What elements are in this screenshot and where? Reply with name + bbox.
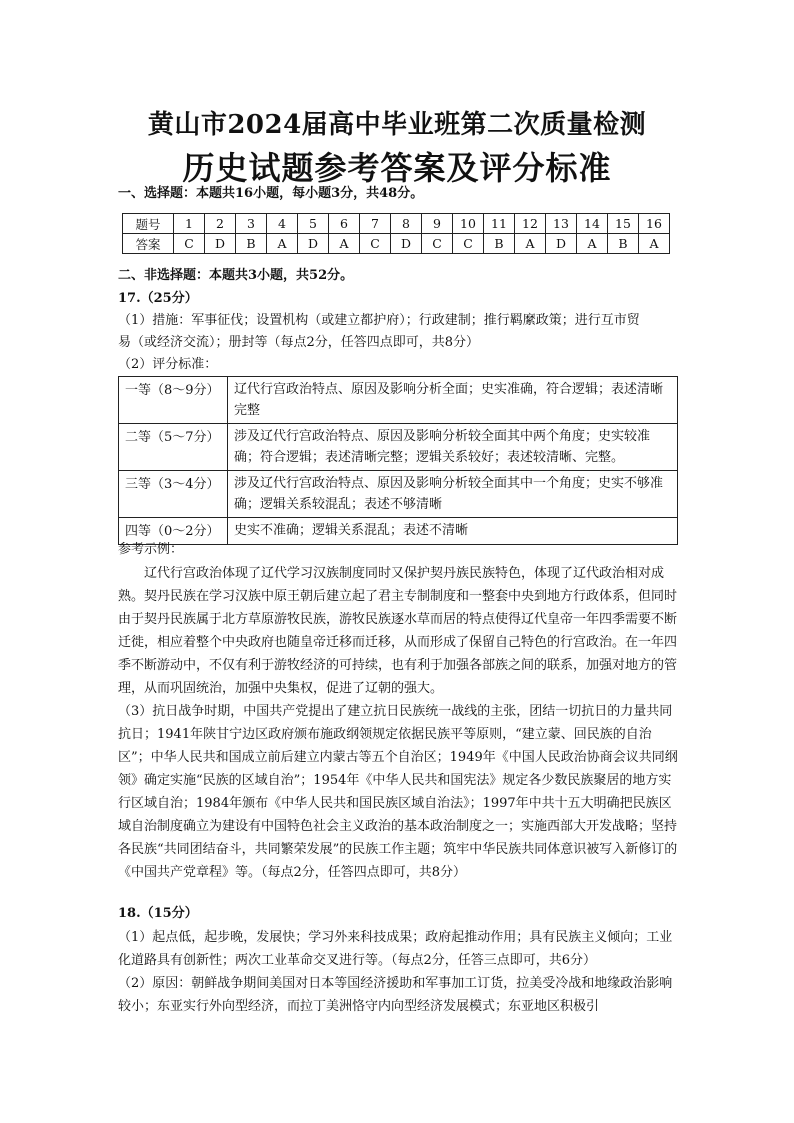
answer-cell: B [608, 234, 639, 254]
grade-row [119, 377, 678, 424]
question-number: 12 [515, 214, 546, 234]
question-number: 10 [453, 214, 484, 234]
q18-part1-paragraph: （1）起点低，起步晚，发展快；学习外来科技成果；政府起推动作用；具有民族主义倾向；工业化道路具有创新性；两次工业革命交叉进行等。（每点2分，任答三点即可，共6分） [118, 930, 673, 968]
grade-level: 一等（8～9分） [119, 377, 228, 424]
question-number: 9 [422, 214, 453, 234]
answer-cell: A [639, 234, 670, 254]
grade-description: 涉及辽代行宫政治特点、原因及影响分析较全面其中一个角度；史实不够准确；逻辑关系较混乱；表述不够清晰 [228, 471, 678, 518]
example-label: 参考示例： [118, 542, 184, 557]
question-number: 11 [484, 214, 515, 234]
q17-part3-paragraph: （3）抗日战争时期，中国共产党提出了建立抗日民族统一战线的主张，团结一切抗日的力量共同抗日；1941年陕甘宁边区政府颁布施政纲领规定依据民族平等原则，“建立蒙、回民族的自治区”；中华人民共和国成立前后建立内蒙古等五个自治区；1949年《中国人民政治协商会议共同纲领》确定实施“民族的区域自治”；1954年《中华人民共和国宪法》规定各少数民族聚居的地方实行区域自治；1984年颁布《中华人民共和国民族区域自治法》；1997年中共十五大明确把民族区域自治制度确立为建设有中国特色社会主义政治的基本政治制度之一；实施西部大开发战略；坚持各民族“共同团结奋斗，共同繁荣发展”的民族工作主题；筑牢中华民族共同体意识被写入新修订的《中国共产党章程》等。（每点2分，任答四点即可，共8分） [118, 704, 678, 880]
question-number: 8 [391, 214, 422, 234]
question-number: 1 [174, 214, 205, 234]
question-number: 15 [608, 214, 639, 234]
answer-cell: A [577, 234, 608, 254]
q17-heading: 17.（25分） [118, 291, 198, 306]
section-2-heading: 二、非选择题：本题共3小题，共52分。 [118, 268, 354, 283]
row-label: 答案 [123, 234, 174, 254]
q17-part1-line2: 易（或经济交流）；册封等（每点2分，任答四点即可，共8分） [118, 335, 480, 350]
answer-cell: A [329, 234, 360, 254]
q18-heading: 18.（15分） [118, 906, 198, 921]
answer-cell: B [236, 234, 267, 254]
answer-cell: A [515, 234, 546, 254]
answer-table [122, 213, 670, 254]
answer-cell: C [174, 234, 205, 254]
question-number: 2 [205, 214, 236, 234]
question-number: 13 [546, 214, 577, 234]
question-number-row [123, 214, 670, 234]
document-title: 历史试题参考答案及评分标准 [182, 149, 612, 187]
question-number: 7 [360, 214, 391, 234]
grade-row [119, 471, 678, 518]
grade-description: 辽代行宫政治特点、原因及影响分析全面；史实准确，符合逻辑；表述清晰完整 [228, 377, 678, 424]
answer-cell: D [205, 234, 236, 254]
answer-cell: D [546, 234, 577, 254]
grade-description: 史实不准确；逻辑关系混乱；表述不清晰 [228, 518, 678, 545]
grade-level: 二等（5～7分） [119, 424, 228, 471]
grade-description: 涉及辽代行宫政治特点、原因及影响分析较全面其中两个角度；史实较准确；符合逻辑；表述清晰完整；逻辑关系较好；表述较清晰、完整。 [228, 424, 678, 471]
grading-table [118, 376, 678, 545]
row-label: 题号 [123, 214, 174, 234]
question-number: 4 [267, 214, 298, 234]
answer-cell: A [267, 234, 298, 254]
answer-cell: C [453, 234, 484, 254]
question-number: 6 [329, 214, 360, 234]
section-1-heading: 一、选择题：本题共16小题，每小题3分，共48分。 [118, 186, 424, 201]
answer-row [123, 234, 670, 254]
example-paragraph: 辽代行宫政治体现了辽代学习汉族制度同时又保护契丹族民族特色，体现了辽代政治相对成熟。契丹民族在学习汉族中原王朝后建立起了君主专制制度和一整套中央到地方行政体系，但同时由于契丹民族属于北方草原游牧民族，游牧民族逐水草而居的特点使得辽代皇帝一年四季需要不断迁徙，相应着整个中央政府也随皇帝迁移而迁移，从而形成了保留自己特色的行宫政治。在一年四季不断游动中，不仅有利于游牧经济的可持续，也有利于加强各部族之间的联系，加强对地方的管理，从而巩固统治，加强中央集权，促进了辽朝的强大。 [118, 566, 678, 696]
answer-cell: D [391, 234, 422, 254]
question-number: 3 [236, 214, 267, 234]
q17-part1-line1: （1）措施：军事征伐；设置机构（或建立都护府）；行政建制；推行羁縻政策；进行互市贸 [118, 313, 640, 328]
q17-part2-label: （2）评分标准： [118, 357, 218, 372]
answer-cell: D [298, 234, 329, 254]
exam-title: 黄山市2024届高中毕业班第二次质量检测 [147, 110, 647, 140]
question-number: 5 [298, 214, 329, 234]
question-number: 14 [577, 214, 608, 234]
answer-cell: B [484, 234, 515, 254]
answer-cell: C [422, 234, 453, 254]
grade-row [119, 518, 678, 545]
question-number: 16 [639, 214, 670, 234]
q18-part2-paragraph: （2）原因：朝鲜战争期间美国对日本等国经济援助和军事加工订货，拉美受冷战和地缘政治影响较小；东亚实行外向型经济，而拉丁美洲恪守内向型经济发展模式；东亚地区积极引 [118, 976, 673, 1014]
answer-cell: C [360, 234, 391, 254]
grade-level: 四等（0～2分） [119, 518, 228, 545]
grade-row [119, 424, 678, 471]
grade-level: 三等（3～4分） [119, 471, 228, 518]
